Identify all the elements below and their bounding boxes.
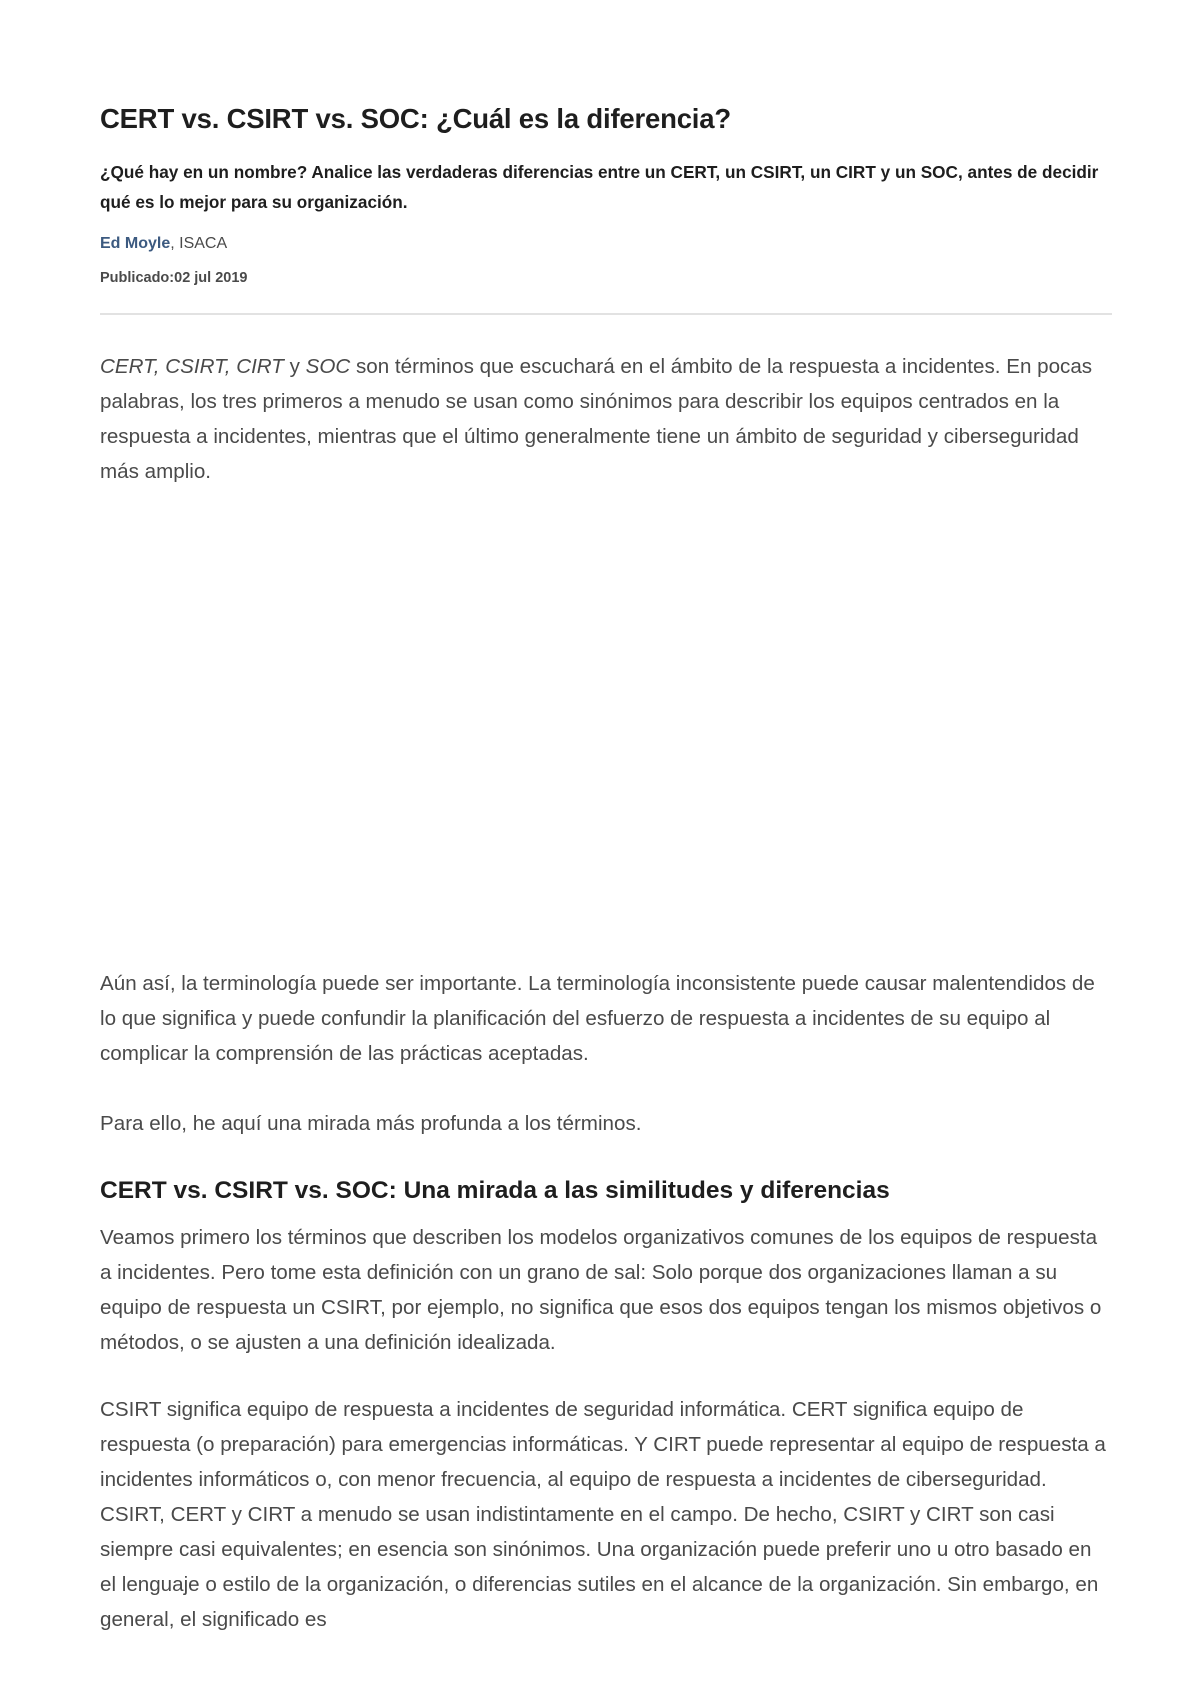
intro-soc: SOC: [305, 355, 351, 378]
intro-paragraph: [100, 349, 1112, 489]
byline: [100, 235, 227, 253]
author-link[interactable]: Ed Moyle: [100, 235, 171, 252]
author-affiliation: , ISACA: [170, 235, 228, 252]
article-title: CERT vs. CSIRT vs. SOC: ¿Cuál es la diferencia?: [100, 103, 731, 134]
intro-and: y: [283, 355, 306, 378]
section-heading: CERT vs. CSIRT vs. SOC: Una mirada a las similitudes y diferencias: [100, 1177, 890, 1204]
article-subtitle: ¿Qué hay en un nombre? Analice las verdaderas diferencias entre un CERT, un CSIRT, un CIRT y un SOC, antes de decidir qué es lo mejor para su organización.: [100, 162, 1099, 212]
published-date: [100, 270, 247, 286]
header-divider: [100, 313, 1112, 315]
published-label: Publicado:: [100, 270, 175, 286]
body-paragraph-lookahead: Para ello, he aquí una mirada más profunda a los términos.: [100, 1112, 642, 1135]
intro-terms: CERT, CSIRT, CIRT: [100, 355, 284, 378]
body-paragraph-models: Veamos primero los términos que describen los modelos organizativos comunes de los equipos de respuesta a incidentes. Pero tome esta definición con un grano de sal: Solo porque dos organizaciones llaman a su equipo de respuesta un CSIRT, por ejemplo, no significa que esos dos equipos tengan los mismos objetivos o métodos, o se ajusten a una definición idealizada.: [100, 1226, 1102, 1354]
intro-text: son términos que escuchará en el ámbito de la respuesta a incidentes. En pocas palabras, los tres primeros a menudo se usan como sinónimos para describir los equipos centrados en la respuesta a incidentes, mientras que el último generalmente tiene un ámbito de seguridad y ciberseguridad más amplio.: [100, 355, 1093, 483]
body-paragraph-terminology: Aún así, la terminología puede ser importante. La terminología inconsistente puede causar malentendidos de lo que significa y puede confundir la planificación del esfuerzo de respuesta a incidentes de su equipo al complicar la comprensión de las prácticas aceptadas.: [100, 972, 1095, 1065]
body-paragraph-definitions: CSIRT significa equipo de respuesta a incidentes de seguridad informática. CERT significa equipo de respuesta (o preparación) para emergencias informáticas. Y CIRT puede representar al equipo de respuesta a incidentes informáticos o, con menor frecuencia, al equipo de respuesta a incidentes de ciberseguridad. CSIRT, CERT y CIRT a menudo se usan indistintamente en el campo. De hecho, CSIRT y CIRT son casi siempre casi equivalentes; en esencia son sinónimos. Una organización puede preferir uno u otro basado en el lenguaje o estilo de la organización, o diferencias sutiles en el alcance de la organización. Sin embargo, en general, el significado es: [100, 1398, 1106, 1631]
published-value: 02 jul 2019: [174, 270, 248, 286]
